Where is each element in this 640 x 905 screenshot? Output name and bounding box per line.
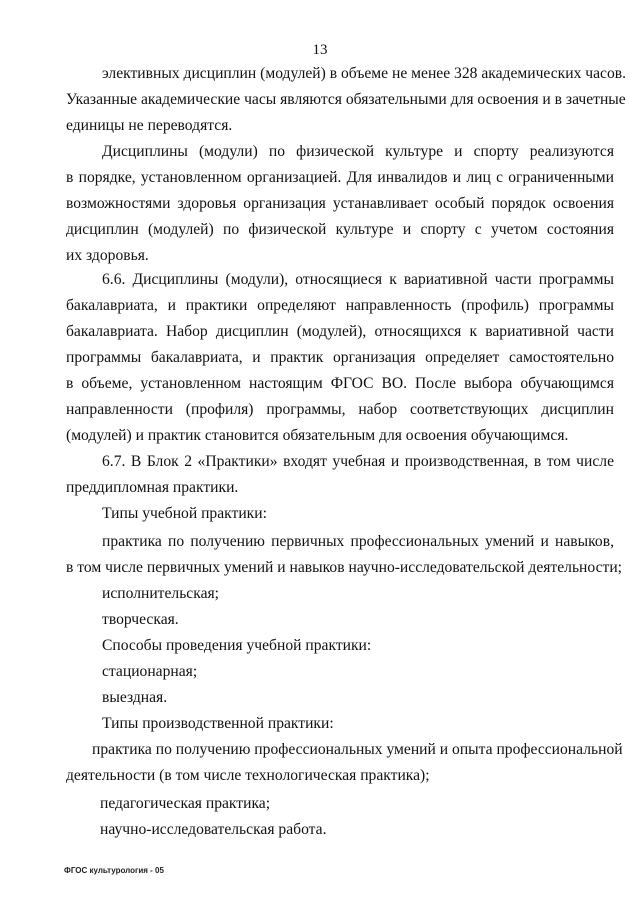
text-line: бакалавриата, и практики определяют направленность (профиль) программы — [66, 297, 614, 314]
text-line: (модулей) и практик становится обязательным для освоения обучающимся. — [66, 427, 569, 444]
text-line: программы бакалавриата, и практик организация определяет самостоятельно — [66, 349, 614, 366]
text-line: Дисциплины (модули) по физической культуре и спорту реализуются — [102, 143, 614, 160]
text-line: в объеме, установленном настоящим ФГОС ВО. После выбора обучающимся — [66, 375, 614, 392]
text-line: 6.6. Дисциплины (модули), относящиеся к вариативной части программы — [102, 271, 614, 288]
text-line: в том числе первичных умений и навыков научно-исследовательской деятельности; — [66, 559, 622, 576]
text-line: возможностями здоровья организация устанавливает особый порядок освоения — [66, 195, 614, 212]
text-line: бакалавриата. Набор дисциплин (модулей), относящихся к вариативной части — [66, 323, 614, 340]
text-line: Типы учебной практики: — [102, 505, 267, 522]
text-line: выездная. — [102, 689, 168, 706]
text-line: Указанные академические часы являются обязательными для освоения и в зачетные — [66, 91, 626, 108]
text-line: Типы производственной практики: — [102, 715, 334, 732]
text-line: в порядке, установленном организацией. Для инвалидов и лиц с ограниченными — [66, 169, 614, 186]
text-line: практика по получению профессиональных умений и опыта профессиональной — [92, 741, 623, 758]
text-line: Способы проведения учебной практики: — [102, 637, 372, 654]
document-footer: ФГОС культурология - 05 — [64, 866, 164, 875]
text-line: единицы не переводятся. — [66, 117, 233, 134]
text-line: 6.7. В Блок 2 «Практики» входят учебная и производственная, в том числе — [102, 453, 614, 470]
text-line: научно-исследовательская работа. — [100, 821, 327, 838]
text-line: направленности (профиля) программы, набор соответствующих дисциплин — [66, 401, 614, 418]
text-line: деятельности (в том числе технологическая практика); — [66, 767, 430, 784]
text-line: стационарная; — [102, 663, 198, 680]
text-line: практика по получению первичных профессиональных умений и навыков, — [102, 533, 614, 550]
text-line: элективных дисциплин (модулей) в объеме не менее 328 академических часов. — [102, 65, 627, 82]
text-line: педагогическая практика; — [100, 795, 271, 812]
text-line: их здоровья. — [66, 247, 149, 264]
text-line: творческая. — [102, 611, 179, 628]
text-line: преддипломная практики. — [66, 479, 239, 496]
text-line: исполнительская; — [102, 585, 219, 602]
text-line: дисциплин (модулей) по физической культуре и спорту с учетом состояния — [66, 221, 614, 238]
page-number: 13 — [312, 42, 328, 58]
